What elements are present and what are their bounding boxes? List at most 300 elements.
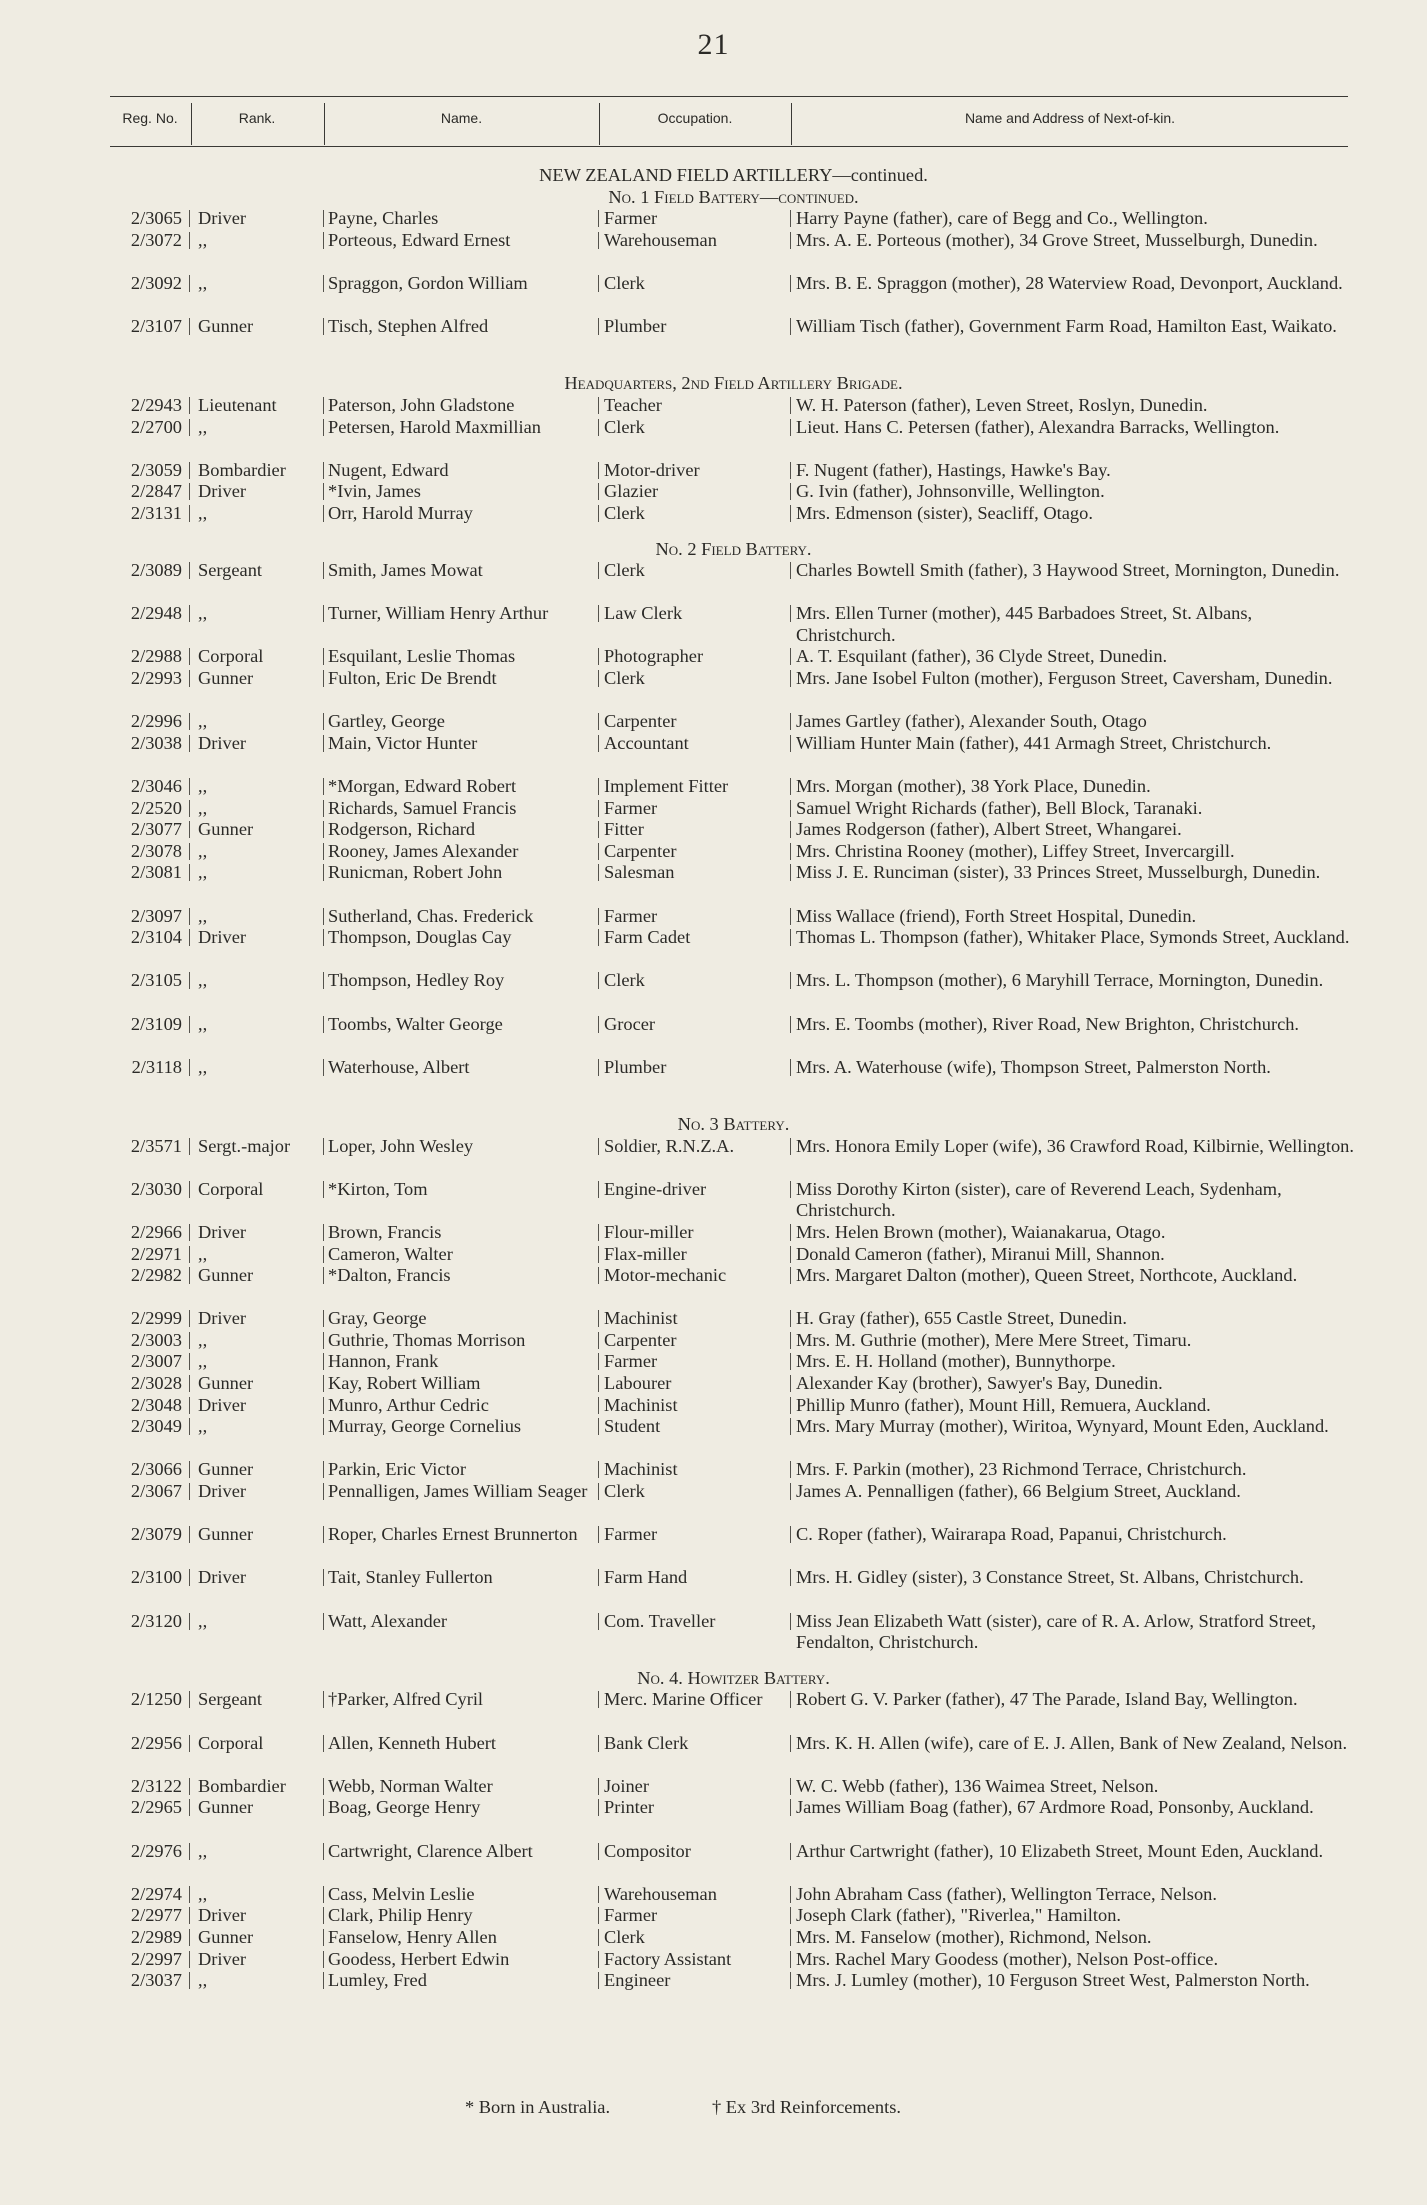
soldier-name: Kay, Robert William bbox=[328, 1373, 481, 1394]
reg-number: 2/3077 bbox=[130, 819, 182, 840]
header-bottom-rule bbox=[110, 146, 1348, 147]
column-rule bbox=[790, 562, 791, 579]
page-number: 21 bbox=[697, 28, 730, 61]
column-rule bbox=[323, 1526, 324, 1543]
occupation: Clerk bbox=[604, 668, 645, 689]
column-rule bbox=[189, 1375, 190, 1392]
soldier-name: Lumley, Fred bbox=[328, 1970, 427, 1991]
column-rule bbox=[790, 1691, 791, 1708]
rank: Driver bbox=[198, 208, 246, 229]
column-rule bbox=[323, 800, 324, 817]
rank: Driver bbox=[198, 1948, 246, 1969]
occupation: Farmer bbox=[604, 905, 658, 926]
column-rule bbox=[598, 821, 599, 838]
reg-number: 2/2520 bbox=[130, 797, 182, 818]
roster-row bbox=[0, 841, 1427, 863]
rank: Corporal bbox=[198, 1732, 264, 1753]
column-rule bbox=[598, 419, 599, 436]
occupation: Factory Assistant bbox=[604, 1948, 732, 1969]
column-rule bbox=[790, 419, 791, 436]
roster-row bbox=[0, 776, 1427, 798]
rank: Driver bbox=[198, 1394, 246, 1415]
column-rule bbox=[598, 648, 599, 665]
roster-row bbox=[0, 395, 1427, 417]
soldier-name: Fulton, Eric De Brendt bbox=[328, 668, 497, 689]
next-of-kin: Charles Bowtell Smith (father), 3 Haywood Street, Mornington, Dunedin. bbox=[796, 560, 1340, 581]
next-of-kin: Mrs. Jane Isobel Fulton (mother), Ferguson Street, Caversham, Dunedin. bbox=[796, 668, 1333, 689]
reg-number: 2/3109 bbox=[130, 1013, 182, 1034]
column-rule bbox=[189, 1181, 190, 1198]
soldier-name: Cartwright, Clarence Albert bbox=[328, 1840, 533, 1861]
column-rule bbox=[323, 562, 324, 579]
next-of-kin: Arthur Cartwright (father), 10 Elizabeth Street, Mount Eden, Auckland. bbox=[796, 1840, 1324, 1861]
next-of-kin: John Abraham Cass (father), Wellington Terrace, Nelson. bbox=[796, 1883, 1217, 1904]
reg-number: 2/3079 bbox=[130, 1524, 182, 1545]
section-title: No. 4. Howitzer Battery. bbox=[637, 1667, 830, 1688]
column-rule bbox=[790, 1799, 791, 1816]
rank: Gunner bbox=[198, 1797, 254, 1818]
column-rule bbox=[189, 1461, 190, 1478]
rank: Gunner bbox=[198, 316, 254, 337]
soldier-name: Guthrie, Thomas Morrison bbox=[328, 1329, 526, 1350]
reg-number: 2/2965 bbox=[130, 1797, 182, 1818]
soldier-name: Murray, George Cornelius bbox=[328, 1416, 522, 1437]
next-of-kin: Miss J. E. Runciman (sister), 33 Princes Street, Musselburgh, Dunedin. bbox=[796, 862, 1321, 883]
column-rule bbox=[598, 1267, 599, 1284]
roster-row bbox=[0, 733, 1427, 776]
column-rule bbox=[598, 670, 599, 687]
roster-row bbox=[0, 603, 1427, 646]
next-of-kin: Lieut. Hans C. Petersen (father), Alexandra Barracks, Wellington. bbox=[796, 416, 1280, 437]
next-of-kin: Joseph Clark (father), "Riverlea," Hamilton. bbox=[796, 1905, 1122, 1926]
next-of-kin: Mrs. J. Lumley (mother), 10 Ferguson Street West, Palmerston North. bbox=[796, 1970, 1310, 1991]
column-rule bbox=[598, 1461, 599, 1478]
occupation: Com. Traveller bbox=[604, 1610, 716, 1631]
rank: Driver bbox=[198, 481, 246, 502]
next-of-kin: Mrs. Honora Emily Loper (wife), 36 Crawford Road, Kilbirnie, Wellington. bbox=[796, 1135, 1354, 1156]
column-rule bbox=[790, 1735, 791, 1752]
soldier-name: Cameron, Walter bbox=[328, 1243, 453, 1264]
column-rule bbox=[598, 605, 599, 622]
occupation: Clerk bbox=[604, 970, 645, 991]
column-rule bbox=[189, 562, 190, 579]
next-of-kin: Harry Payne (father), care of Begg and Co., Wellington. bbox=[796, 208, 1208, 229]
next-of-kin: Mrs. A. E. Porteous (mother), 34 Grove Street, Musselburgh, Dunedin. bbox=[796, 229, 1318, 250]
roster-row bbox=[0, 1611, 1427, 1654]
reg-number: 2/2996 bbox=[130, 711, 182, 732]
roster-row bbox=[0, 819, 1427, 841]
roster-row bbox=[0, 1373, 1427, 1395]
reg-number: 2/3048 bbox=[130, 1394, 182, 1415]
rank: Sergt.-major bbox=[198, 1135, 291, 1156]
column-rule bbox=[790, 972, 791, 989]
roster-row bbox=[0, 1776, 1427, 1798]
column-rule bbox=[790, 1483, 791, 1500]
rank: Gunner bbox=[198, 1926, 254, 1947]
reg-number: 2/2700 bbox=[130, 416, 182, 437]
roster-row bbox=[0, 560, 1427, 603]
reg-number: 2/2948 bbox=[130, 603, 182, 624]
column-rule bbox=[189, 1224, 190, 1241]
rank: Driver bbox=[198, 1481, 246, 1502]
column-rule bbox=[189, 1016, 190, 1033]
column-rule bbox=[323, 1972, 324, 1989]
rank: ,, bbox=[198, 1883, 208, 1904]
column-rule bbox=[598, 1778, 599, 1795]
column-rule bbox=[790, 864, 791, 881]
column-rule bbox=[323, 1016, 324, 1033]
column-rule bbox=[189, 318, 190, 335]
next-of-kin: Mrs. K. H. Allen (wife), care of E. J. Allen, Bank of New Zealand, Nelson. bbox=[796, 1732, 1348, 1753]
roster-row bbox=[0, 1244, 1427, 1266]
soldier-name: Watt, Alexander bbox=[328, 1610, 448, 1631]
occupation: Farmer bbox=[604, 208, 658, 229]
soldier-name: Clark, Philip Henry bbox=[328, 1905, 473, 1926]
rank: Driver bbox=[198, 732, 246, 753]
rank: Sergeant bbox=[198, 1689, 263, 1710]
column-rule bbox=[189, 1526, 190, 1543]
roster-row bbox=[0, 1567, 1427, 1610]
column-rule bbox=[189, 908, 190, 925]
occupation: Clerk bbox=[604, 502, 645, 523]
reg-number: 2/2976 bbox=[130, 1840, 182, 1861]
column-rule bbox=[598, 1353, 599, 1370]
column-rule bbox=[598, 1310, 599, 1327]
column-rule bbox=[323, 605, 324, 622]
rank: Lieutenant bbox=[198, 394, 277, 415]
roster-row bbox=[0, 1524, 1427, 1567]
roster-row bbox=[0, 1395, 1427, 1417]
column-rule bbox=[189, 1691, 190, 1708]
soldier-name: Waterhouse, Albert bbox=[328, 1056, 470, 1077]
soldier-name: Munro, Arthur Cedric bbox=[328, 1394, 489, 1415]
roster-row bbox=[0, 1797, 1427, 1840]
roster-row bbox=[0, 1970, 1427, 2013]
soldier-name: Brown, Francis bbox=[328, 1221, 442, 1242]
reg-number: 2/3078 bbox=[130, 840, 182, 861]
column-rule bbox=[323, 1799, 324, 1816]
column-rule bbox=[323, 864, 324, 881]
column-rule bbox=[323, 1691, 324, 1708]
column-rule bbox=[790, 713, 791, 730]
soldier-name: Gartley, George bbox=[328, 711, 445, 732]
soldier-name: Goodess, Herbert Edwin bbox=[328, 1948, 510, 1969]
column-rule bbox=[189, 670, 190, 687]
occupation: Carpenter bbox=[604, 840, 677, 861]
occupation: Farmer bbox=[604, 1524, 658, 1545]
roster-row bbox=[0, 1308, 1427, 1330]
column-rule bbox=[189, 210, 190, 227]
reg-number: 2/2847 bbox=[130, 481, 182, 502]
soldier-name: Runicman, Robert John bbox=[328, 862, 503, 883]
column-rule bbox=[598, 1735, 599, 1752]
next-of-kin: James Rodgerson (father), Albert Street, Whangarei. bbox=[796, 819, 1182, 840]
column-rule bbox=[189, 1246, 190, 1263]
occupation: Photographer bbox=[604, 646, 704, 667]
occupation: Glazier bbox=[604, 481, 659, 502]
rank: ,, bbox=[198, 1840, 208, 1861]
column-rule bbox=[323, 1483, 324, 1500]
column-rule bbox=[598, 735, 599, 752]
rank: Gunner bbox=[198, 668, 254, 689]
column-rule bbox=[790, 1907, 791, 1924]
rank: Driver bbox=[198, 1308, 246, 1329]
soldier-name: Thompson, Hedley Roy bbox=[328, 970, 505, 991]
footnote-born-australia: * Born in Australia. bbox=[465, 2097, 611, 2117]
rank: ,, bbox=[198, 905, 208, 926]
column-rule bbox=[189, 1929, 190, 1946]
column-rule bbox=[323, 1569, 324, 1586]
soldier-name: Smith, James Mowat bbox=[328, 560, 483, 581]
section-title: No. 1 Field Battery—continued. bbox=[608, 186, 859, 207]
column-rule bbox=[323, 483, 324, 500]
reg-number: 2/3065 bbox=[130, 208, 182, 229]
column-rule bbox=[323, 1059, 324, 1076]
rank: Corporal bbox=[198, 646, 264, 667]
next-of-kin: Mrs. Morgan (mother), 38 York Place, Dunedin. bbox=[796, 776, 1151, 797]
column-rule bbox=[598, 1951, 599, 1968]
column-rule bbox=[189, 1397, 190, 1414]
column-rule bbox=[323, 670, 324, 687]
column-rule bbox=[598, 1418, 599, 1435]
soldier-name: *Kirton, Tom bbox=[328, 1178, 428, 1199]
reg-number: 2/3092 bbox=[130, 272, 182, 293]
column-rule bbox=[323, 275, 324, 292]
next-of-kin: Mrs. Ellen Turner (mother), 445 Barbadoes Street, St. Albans, Christchurch. bbox=[796, 603, 1253, 645]
reg-number: 2/3028 bbox=[130, 1373, 182, 1394]
occupation: Joiner bbox=[604, 1775, 649, 1796]
column-rule bbox=[598, 1059, 599, 1076]
column-rule bbox=[598, 505, 599, 522]
column-rule bbox=[598, 864, 599, 881]
roster-row bbox=[0, 1179, 1427, 1222]
soldier-name: Sutherland, Chas. Frederick bbox=[328, 905, 534, 926]
column-rule bbox=[323, 462, 324, 479]
reg-number: 2/2999 bbox=[130, 1308, 182, 1329]
next-of-kin: Mrs. Edmenson (sister), Seacliff, Otago. bbox=[796, 502, 1093, 523]
soldier-name: Turner, William Henry Arthur bbox=[328, 603, 549, 624]
next-of-kin: Mrs. F. Parkin (mother), 23 Richmond Terrace, Christchurch. bbox=[796, 1459, 1247, 1480]
reg-number: 2/2956 bbox=[130, 1732, 182, 1753]
rank: Driver bbox=[198, 927, 246, 948]
rank: ,, bbox=[198, 840, 208, 861]
occupation: Carpenter bbox=[604, 1329, 677, 1350]
column-rule bbox=[323, 843, 324, 860]
column-rule bbox=[598, 1181, 599, 1198]
occupation: Clerk bbox=[604, 560, 645, 581]
rank: Corporal bbox=[198, 1178, 264, 1199]
soldier-name: Orr, Harold Murray bbox=[328, 502, 473, 523]
soldier-name: Tisch, Stephen Alfred bbox=[328, 316, 489, 337]
reg-number: 2/3118 bbox=[131, 1056, 182, 1077]
occupation: Flax-miller bbox=[604, 1243, 687, 1264]
reg-number: 2/2971 bbox=[130, 1243, 182, 1264]
column-rule bbox=[323, 1224, 324, 1241]
next-of-kin: W. C. Webb (father), 136 Waimea Street, Nelson. bbox=[796, 1775, 1159, 1796]
roster-row bbox=[0, 1057, 1427, 1100]
roster-row bbox=[0, 1884, 1427, 1906]
soldier-name: Spraggon, Gordon William bbox=[328, 272, 528, 293]
column-rule bbox=[790, 1059, 791, 1076]
next-of-kin: William Hunter Main (father), 441 Armagh Street, Christchurch. bbox=[796, 732, 1272, 753]
column-rule bbox=[323, 1778, 324, 1795]
next-of-kin: Mrs. Helen Brown (mother), Waianakarua, Otago. bbox=[796, 1221, 1166, 1242]
column-rule bbox=[790, 1397, 791, 1414]
rank: Bombardier bbox=[198, 459, 286, 480]
column-rule bbox=[189, 1569, 190, 1586]
roster-row bbox=[0, 1265, 1427, 1308]
column-rule bbox=[790, 462, 791, 479]
rank: Sergeant bbox=[198, 560, 263, 581]
column-rule bbox=[189, 275, 190, 292]
roster-row bbox=[0, 1416, 1427, 1459]
column-rule bbox=[323, 232, 324, 249]
next-of-kin: Miss Wallace (friend), Forth Street Hospital, Dunedin. bbox=[796, 905, 1197, 926]
roster-row bbox=[0, 460, 1427, 482]
column-rule bbox=[323, 972, 324, 989]
roster-body bbox=[0, 165, 1427, 2013]
reg-number: 2/3059 bbox=[130, 459, 182, 480]
rank: ,, bbox=[198, 1013, 208, 1034]
next-of-kin: W. H. Paterson (father), Leven Street, Roslyn, Dunedin. bbox=[796, 394, 1208, 415]
column-rule bbox=[598, 318, 599, 335]
occupation: Plumber bbox=[604, 316, 667, 337]
column-rule bbox=[323, 1843, 324, 1860]
next-of-kin: James Gartley (father), Alexander South, Otago bbox=[796, 711, 1147, 732]
occupation: Motor-driver bbox=[604, 459, 700, 480]
reg-number: 2/3067 bbox=[130, 1481, 182, 1502]
reg-number: 2/3122 bbox=[130, 1775, 182, 1796]
soldier-name: Roper, Charles Ernest Brunnerton bbox=[328, 1524, 578, 1545]
occupation: Motor-mechanic bbox=[604, 1265, 727, 1286]
section-title: Headquarters, 2nd Field Artillery Brigade. bbox=[564, 373, 903, 394]
roster-row bbox=[0, 1733, 1427, 1776]
column-rule bbox=[598, 1483, 599, 1500]
soldier-name: *Morgan, Edward Robert bbox=[328, 776, 517, 797]
next-of-kin: Thomas L. Thompson (father), Whitaker Place, Symonds Street, Auckland. bbox=[796, 927, 1350, 948]
reg-number: 2/2993 bbox=[130, 668, 182, 689]
column-rule bbox=[189, 419, 190, 436]
roster-row bbox=[0, 1222, 1427, 1244]
column-rule bbox=[189, 1483, 190, 1500]
rank: ,, bbox=[198, 1056, 208, 1077]
column-rule bbox=[598, 1246, 599, 1263]
occupation: Engineer bbox=[604, 1970, 671, 1991]
roster-row bbox=[0, 1351, 1427, 1373]
column-rule bbox=[598, 1526, 599, 1543]
reg-number: 2/3120 bbox=[130, 1610, 182, 1631]
column-rule bbox=[790, 1526, 791, 1543]
roster-row bbox=[0, 711, 1427, 733]
column-rule bbox=[323, 505, 324, 522]
column-rule bbox=[189, 1778, 190, 1795]
roster-row bbox=[0, 1905, 1427, 1927]
rank: ,, bbox=[198, 711, 208, 732]
occupation: Farmer bbox=[604, 1351, 658, 1372]
reg-number: 2/1250 bbox=[130, 1689, 182, 1710]
col-header-rank: Rank. bbox=[238, 110, 276, 126]
soldier-name: Fanselow, Henry Allen bbox=[328, 1926, 497, 1947]
occupation: Engine-driver bbox=[604, 1178, 707, 1199]
occupation: Fitter bbox=[604, 819, 644, 840]
reg-number: 2/2977 bbox=[130, 1905, 182, 1926]
column-rule bbox=[323, 210, 324, 227]
roster-row bbox=[0, 1459, 1427, 1481]
occupation: Compositor bbox=[604, 1840, 691, 1861]
column-rule bbox=[323, 318, 324, 335]
column-rule bbox=[323, 1138, 324, 1155]
column-rule bbox=[323, 1886, 324, 1903]
column-rule bbox=[189, 1332, 190, 1349]
reg-number: 2/2966 bbox=[130, 1221, 182, 1242]
roster-row bbox=[0, 230, 1427, 273]
roster-row bbox=[0, 1014, 1427, 1057]
soldier-name: Cass, Melvin Leslie bbox=[328, 1883, 475, 1904]
column-rule bbox=[189, 1886, 190, 1903]
roster-row bbox=[0, 1927, 1427, 1949]
next-of-kin: Mrs. E. Toombs (mother), River Road, New Brighton, Christchurch. bbox=[796, 1013, 1300, 1034]
column-rule bbox=[189, 972, 190, 989]
column-rule bbox=[323, 1375, 324, 1392]
reg-number: 2/3100 bbox=[130, 1567, 182, 1588]
roster-row bbox=[0, 1330, 1427, 1352]
next-of-kin: Mrs. Margaret Dalton (mother), Queen Street, Northcote, Auckland. bbox=[796, 1265, 1298, 1286]
next-of-kin: H. Gray (father), 655 Castle Street, Dunedin. bbox=[796, 1308, 1127, 1329]
column-rule bbox=[598, 1224, 599, 1241]
next-of-kin: F. Nugent (father), Hastings, Hawke's Bay. bbox=[796, 459, 1111, 480]
next-of-kin: A. T. Esquilant (father), 36 Clyde Street, Dunedin. bbox=[796, 646, 1168, 667]
column-rule bbox=[189, 648, 190, 665]
occupation: Implement Fitter bbox=[604, 776, 729, 797]
reg-number: 2/2982 bbox=[130, 1265, 182, 1286]
column-rule bbox=[323, 1907, 324, 1924]
next-of-kin: Mrs. H. Gidley (sister), 3 Constance Street, St. Albans, Christchurch. bbox=[796, 1567, 1304, 1588]
reg-number: 2/3049 bbox=[130, 1416, 182, 1437]
section-title: No. 2 Field Battery. bbox=[655, 538, 812, 559]
column-rule bbox=[189, 1310, 190, 1327]
next-of-kin: Alexander Kay (brother), Sawyer's Bay, Dunedin. bbox=[796, 1373, 1163, 1394]
col-header-name: Name. bbox=[440, 110, 483, 126]
rank: ,, bbox=[198, 1416, 208, 1437]
reg-number: 2/2988 bbox=[130, 646, 182, 667]
column-rule bbox=[790, 1569, 791, 1586]
next-of-kin: Mrs. Mary Murray (mother), Wiritoa, Wynyard, Mount Eden, Auckland. bbox=[796, 1416, 1329, 1437]
occupation: Farmer bbox=[604, 797, 658, 818]
reg-number: 2/3097 bbox=[130, 905, 182, 926]
column-rule bbox=[323, 1735, 324, 1752]
rank: ,, bbox=[198, 1970, 208, 1991]
occupation: Accountant bbox=[604, 732, 689, 753]
column-rule bbox=[189, 1799, 190, 1816]
rank: Bombardier bbox=[198, 1775, 286, 1796]
column-rule bbox=[790, 1972, 791, 1989]
occupation: Teacher bbox=[604, 394, 662, 415]
soldier-name: Rodgerson, Richard bbox=[328, 819, 476, 840]
column-rule bbox=[790, 1332, 791, 1349]
occupation: Machinist bbox=[604, 1308, 678, 1329]
next-of-kin: Mrs. Rachel Mary Goodess (mother), Nelson Post-office. bbox=[796, 1948, 1219, 1969]
column-rule bbox=[790, 1246, 791, 1263]
next-of-kin: Miss Dorothy Kirton (sister), care of Reverend Leach, Sydenham, Christchurch. bbox=[796, 1178, 1282, 1221]
reg-number: 2/3066 bbox=[130, 1459, 182, 1480]
column-rule bbox=[323, 397, 324, 414]
column-rule bbox=[598, 1886, 599, 1903]
occupation: Bank Clerk bbox=[604, 1732, 689, 1753]
next-of-kin: James William Boag (father), 67 Ardmore Road, Ponsonby, Auckland. bbox=[796, 1797, 1314, 1818]
column-rule bbox=[323, 1397, 324, 1414]
column-rule bbox=[790, 929, 791, 946]
reg-number: 2/3030 bbox=[130, 1178, 182, 1199]
